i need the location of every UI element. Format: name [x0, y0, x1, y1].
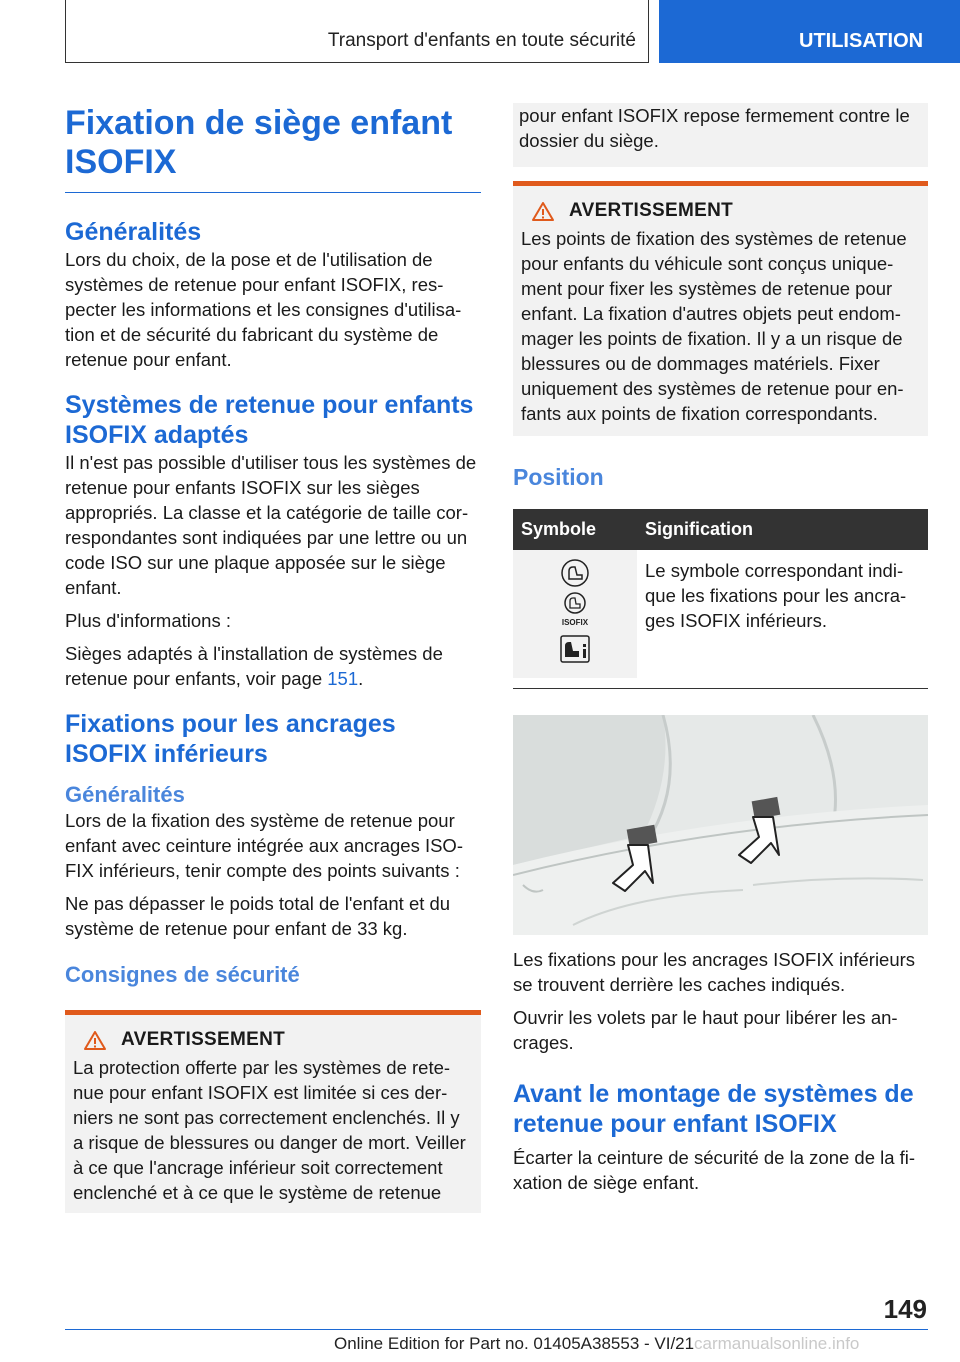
warning-text-2: Les points de fixation des systèmes de retenue pour enfants du véhicule sont conçus uniquement pour fixer les systèmes de retenue pour enfant. La fixation d'autres objets peut endommager les points de fixation. Il y a un risque de blessures ou de dommages matériels. Fixer uniquement des systèmes de retenue pour enfants aux points de fixation correspondants. [521, 228, 907, 424]
warning-text: La protection offerte par les systèmes de retenue pour enfant ISOFIX est limitée si ces derniers ne sont pas correctement enclenchés. Il y a risque de blessures ou danger de mort. Veiller à ce que l'ancrage inférieur soit correctement enclenché et à ce que le système de retenue [73, 1057, 466, 1203]
right-column [513, 103, 928, 1195]
subsection-title-consignes: Consignes de sécurité [65, 962, 300, 987]
cross-reference [65, 641, 481, 691]
warning-triangle-icon [531, 201, 555, 222]
table-bottom-rule [513, 688, 928, 689]
table-header-symbole: Symbole [513, 509, 637, 550]
table-header-row [513, 509, 928, 550]
symbol-table [513, 509, 928, 678]
section-text-generalites: Lors du choix, de la pose et de l'utilisation de systèmes de retenue pour enfant ISOFIX, respecter les informations et les consignes d'utilisation et de sécurité du fabricant du système de retenue pour enfant. [65, 249, 462, 370]
cross-reference-text: Sièges adaptés à l'installation de systèmes de retenue pour enfants, voir page [65, 643, 443, 689]
isofix-symbols-icon [555, 558, 595, 664]
warning-heading-2 [521, 200, 920, 222]
isofix-symbol-label: ISOFIX [561, 618, 589, 627]
cross-reference-end: . [358, 668, 364, 689]
header-section-title: Transport d'enfants en toute sécurité [65, 0, 649, 63]
edition-text: Online Edition for Part no. 01405A38553 - VI/21 [334, 1334, 695, 1353]
section-text-avant-montage: Écarter la ceinture de sécurité de la zone de la fixation de siège enfant. [513, 1147, 916, 1193]
header-chapter-tab: UTILISATION [659, 0, 960, 63]
section-title-fixations: Fixations pour les ancrages ISOFIX inférieurs [65, 710, 396, 768]
open-flaps-text: Ouvrir les volets par le haut pour libérer les ancrages. [513, 1007, 898, 1053]
warning-title: AVERTISSEMENT [121, 1029, 286, 1050]
subsection-title-generalites: Généralités [65, 782, 185, 807]
page-title: Fixation de siège enfant ISOFIX [65, 100, 481, 193]
warning-continuation [513, 103, 928, 167]
rear-seat-illustration [513, 715, 928, 935]
left-column [65, 100, 481, 1213]
section-title-generalites: Généralités [65, 218, 202, 246]
section-title-systemes-adaptes: Systèmes de retenue pour enfants ISOFIX adaptés [65, 391, 474, 449]
photo-caption: Les fixations pour les ancrages ISOFIX inférieurs se trouvent derrière les caches indiqués. [513, 949, 916, 995]
section-text-systemes-adaptes: Il n'est pas possible d'utiliser tous les systèmes de retenue pour enfants ISOFIX sur les sièges appropriés. La classe et la catégorie de taille correspondantes sont indiquées par une lettre ou un code ISO sur une plaque apposée sur le siège enfant. [65, 452, 477, 598]
page-number: 149 [883, 1294, 927, 1324]
section-title-avant-montage: Avant le montage de systèmes de retenue pour enfant ISOFIX [513, 1080, 914, 1138]
table-header-signification: Signification [637, 509, 928, 550]
weight-limit-text: Ne pas dépasser le poids total de l'enfant et du système de retenue pour enfant de 33 kg. [65, 893, 451, 939]
warning-heading [73, 1029, 473, 1051]
table-row [513, 550, 928, 678]
signification-cell: Le symbole correspondant indique les fixations pour les ancrages ISOFIX inférieurs. [645, 560, 907, 631]
warning-triangle-icon [83, 1030, 107, 1051]
warning-box [65, 1010, 481, 1213]
warning-continuation-text: pour enfant ISOFIX repose fermement contre le dossier du siège. [519, 105, 910, 151]
page-link[interactable]: 151 [327, 668, 359, 689]
warning-box-2 [513, 181, 928, 436]
symbol-cell [513, 550, 637, 678]
seat-anchor-photo [513, 715, 928, 935]
subsection-text-fixations: Lors de la fixation des système de retenue pour enfant avec ceinture intégrée aux ancrages ISOFIX inférieurs, tenir compte des points suivants : [65, 810, 463, 881]
footer-rule [65, 1329, 928, 1330]
watermark: carmanualsonline.info [694, 1334, 860, 1353]
section-title-position: Position [513, 464, 604, 490]
warning-title-2: AVERTISSEMENT [569, 200, 734, 221]
more-info-label: Plus d'informations : [65, 610, 231, 631]
